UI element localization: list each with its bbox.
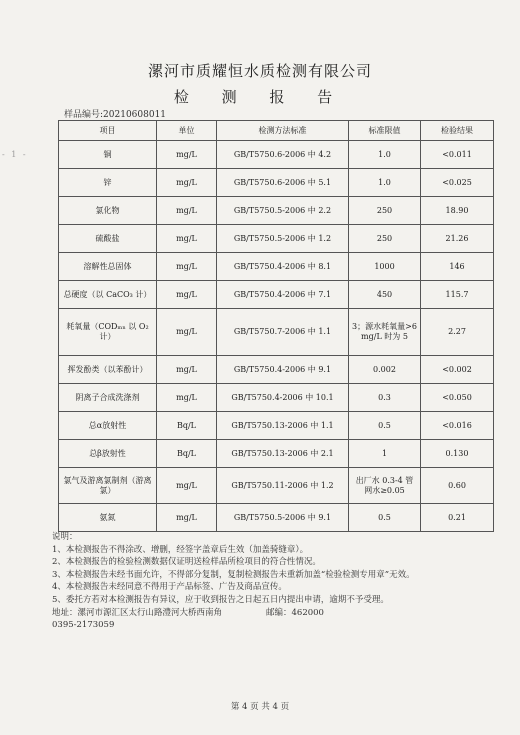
report-title: 检 测 报 告 (173, 88, 347, 106)
cell-limit: 250 (349, 197, 421, 225)
cell-method: GB/T5750.13-2006 中 2.1 (217, 440, 349, 468)
cell-unit: mg/L (157, 468, 217, 504)
cell-result: <0.011 (421, 141, 494, 169)
table-row (59, 225, 494, 253)
cell-unit: mg/L (157, 281, 217, 309)
cell-item: 硫酸盐 (59, 225, 157, 253)
note-item: 4、本检测报告未经同意不得用于产品标签、广告及商品宣传。 (52, 582, 287, 593)
note-item: 3、本检测报告未经书面允许，不得部分复制，复制检测报告未重新加盖“检验检测专用章”无效。 (52, 569, 415, 580)
table-row (59, 169, 494, 197)
sample-number-label: 样品编号: (64, 110, 104, 120)
cell-result: 115.7 (421, 281, 494, 309)
cell-item: 氯化物 (59, 197, 157, 225)
address: 地址：漯河市源汇区太行山路澧河大桥西南角 (52, 607, 223, 618)
table-row (59, 384, 494, 412)
notes-title: 说明： (52, 532, 78, 542)
cell-item: 阴离子合成洗涤剂 (59, 384, 157, 412)
cell-result: 18.90 (421, 197, 494, 225)
header-unit: 单位 (157, 121, 217, 141)
cell-unit: mg/L (157, 253, 217, 281)
cell-item: 耗氧量（CODₘₙ 以 O₂ 计） (59, 309, 157, 356)
notes-section (52, 531, 502, 632)
cell-result: 0.60 (421, 468, 494, 504)
table-row (59, 309, 494, 356)
cell-limit: 450 (349, 281, 421, 309)
cell-unit: mg/L (157, 356, 217, 384)
page-number: 第 4 页 共 4 页 (230, 702, 290, 712)
cell-item: 总β放射性 (59, 440, 157, 468)
table-row (59, 440, 494, 468)
cell-limit: 1.0 (349, 141, 421, 169)
cell-limit: 250 (349, 225, 421, 253)
cell-unit: Bq/L (157, 412, 217, 440)
cell-method: GB/T5750.4-2006 中 7.1 (217, 281, 349, 309)
address-row (52, 607, 502, 620)
note-item: 2、本检测报告的检验检测数据仅证明送检样品所检项目的符合性情况。 (52, 557, 321, 568)
cell-result: 2.27 (421, 309, 494, 356)
table-row (59, 468, 494, 504)
cell-method: GB/T5750.5-2006 中 1.2 (217, 225, 349, 253)
note-item: 5、委托方若对本检测报告有异议，应于收到报告之日起五日内提出申请，逾期不予受理。 (52, 594, 389, 605)
cell-result: 0.21 (421, 504, 494, 532)
cell-method: GB/T5750.4-2006 中 9.1 (217, 356, 349, 384)
header-method: 检测方法标准 (217, 121, 349, 141)
cell-method: GB/T5750.4-2006 中 10.1 (217, 384, 349, 412)
postcode: 邮编：462000 (266, 607, 324, 618)
note-item: 1、本检测报告不得涂改、增删，经签字盖章后生效（加盖骑缝章）。 (52, 544, 309, 555)
cell-result: 0.130 (421, 440, 494, 468)
cell-item: 氨氮 (59, 504, 157, 532)
sample-number-value: 20210608011 (103, 110, 167, 120)
phone-number: 0395-2173059 (52, 620, 115, 631)
cell-limit: 1.0 (349, 169, 421, 197)
cell-item: 氯气及游离氯制剂（游离氯） (59, 468, 157, 504)
cell-method: GB/T5750.4-2006 中 8.1 (217, 253, 349, 281)
cell-limit: 0.5 (349, 412, 421, 440)
table-row (59, 412, 494, 440)
results-table (58, 120, 494, 532)
cell-limit: 出厂水 0.3-4 管网水≥0.05 (349, 468, 421, 504)
table-row (59, 141, 494, 169)
table-row (59, 356, 494, 384)
table-row (59, 504, 494, 532)
cell-item: 溶解性总固体 (59, 253, 157, 281)
cell-item: 铜 (59, 141, 157, 169)
cell-method: GB/T5750.7-2006 中 1.1 (217, 309, 349, 356)
cell-method: GB/T5750.5-2006 中 2.2 (217, 197, 349, 225)
cell-result: <0.002 (421, 356, 494, 384)
cell-limit: 3；源水耗氧量>6 mg/L 时为 5 (349, 309, 421, 356)
cell-method: GB/T5750.5-2006 中 9.1 (217, 504, 349, 532)
cell-unit: mg/L (157, 197, 217, 225)
cell-item: 锌 (59, 169, 157, 197)
cell-method: GB/T5750.6-2006 中 4.2 (217, 141, 349, 169)
cell-item: 总硬度（以 CaCO₃ 计） (59, 281, 157, 309)
cell-result: 21.26 (421, 225, 494, 253)
cell-limit: 1000 (349, 253, 421, 281)
cell-unit: mg/L (157, 141, 217, 169)
cell-unit: mg/L (157, 504, 217, 532)
cell-method: GB/T5750.13-2006 中 1.1 (217, 412, 349, 440)
header-item: 项目 (59, 121, 157, 141)
cell-unit: mg/L (157, 384, 217, 412)
cell-result: <0.050 (421, 384, 494, 412)
table-row (59, 281, 494, 309)
cell-method: GB/T5750.11-2006 中 1.2 (217, 468, 349, 504)
header-limit: 标准限值 (349, 121, 421, 141)
table-header-row (59, 121, 494, 141)
cell-item: 挥发酚类（以苯酚计） (59, 356, 157, 384)
cell-limit: 0.3 (349, 384, 421, 412)
company-name: 漯河市质耀恒水质检测有限公司 (147, 62, 372, 80)
cell-result: <0.016 (421, 412, 494, 440)
cell-method: GB/T5750.6-2006 中 5.1 (217, 169, 349, 197)
sample-number (64, 107, 166, 120)
table-row (59, 197, 494, 225)
cell-unit: mg/L (157, 169, 217, 197)
margin-mark: - 1 - (2, 150, 28, 159)
cell-item: 总α放射性 (59, 412, 157, 440)
cell-limit: 0.002 (349, 356, 421, 384)
cell-limit: 1 (349, 440, 421, 468)
header-result: 检验结果 (421, 121, 494, 141)
cell-limit: 0.5 (349, 504, 421, 532)
cell-result: <0.025 (421, 169, 494, 197)
table-row (59, 253, 494, 281)
cell-result: 146 (421, 253, 494, 281)
cell-unit: mg/L (157, 309, 217, 356)
cell-unit: Bq/L (157, 440, 217, 468)
cell-unit: mg/L (157, 225, 217, 253)
